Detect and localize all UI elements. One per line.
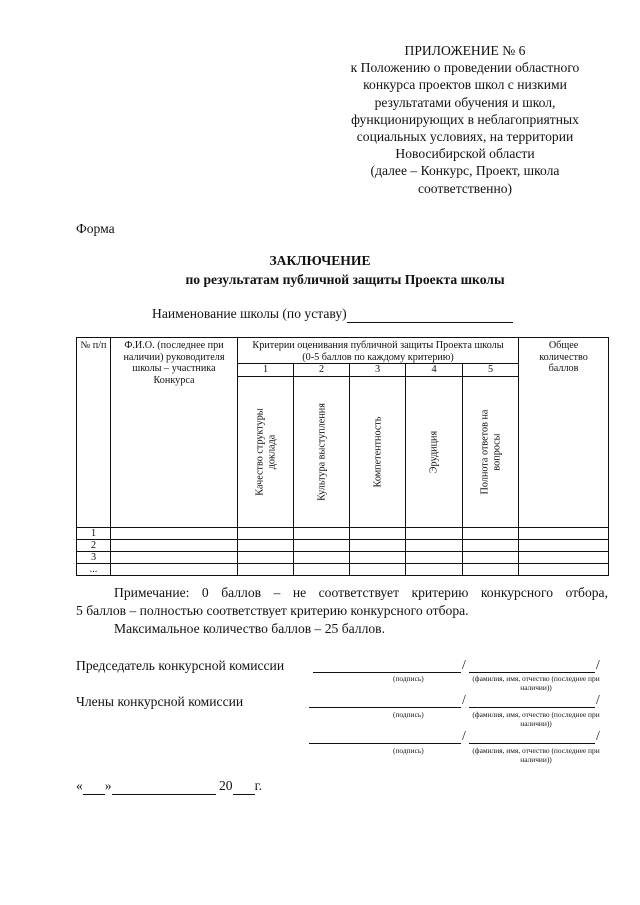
document-subtitle: по результатам публичной защиты Проекта школы bbox=[185, 272, 505, 287]
signature-caption: (подпись) bbox=[393, 674, 424, 683]
school-name-field[interactable] bbox=[152, 306, 513, 323]
chairman-label: Председатель конкурсной комиссии bbox=[76, 658, 285, 673]
appendix-header bbox=[320, 42, 610, 197]
score-cell[interactable] bbox=[463, 563, 519, 575]
fio-cell[interactable] bbox=[111, 563, 238, 575]
name-caption: (фамилия, имя, отчество (последнее при наличии)) bbox=[472, 710, 600, 728]
criterion-name-cell bbox=[463, 376, 519, 527]
table-row bbox=[77, 527, 609, 539]
score-cell[interactable] bbox=[238, 551, 294, 563]
name-caption: (фамилия, имя, отчество (последнее при наличии)) bbox=[472, 746, 600, 764]
slash-divider: / bbox=[596, 692, 600, 707]
criterion-name: Компетентность bbox=[371, 416, 383, 487]
score-cell[interactable] bbox=[294, 527, 350, 539]
criterion-name-cell bbox=[406, 376, 463, 527]
criterion-number: 1 bbox=[238, 364, 294, 377]
score-cell[interactable] bbox=[463, 539, 519, 551]
table-row bbox=[77, 539, 609, 551]
appendix-line: функционирующих в неблагоприятных bbox=[351, 111, 579, 127]
signature-caption: (подпись) bbox=[393, 710, 424, 719]
note-line: Примечание: 0 баллов – не соответствует критерию конкурсного отбора, bbox=[114, 585, 608, 600]
member-name-line[interactable] bbox=[469, 743, 595, 744]
score-cell[interactable] bbox=[463, 551, 519, 563]
criterion-name: Культура выступления bbox=[315, 402, 327, 501]
criterion-name-cell bbox=[238, 376, 294, 527]
members-label: Члены конкурсной комиссии bbox=[76, 694, 244, 709]
criterion-name: Полнота ответов на вопросы bbox=[479, 409, 502, 494]
score-cell[interactable] bbox=[350, 563, 406, 575]
appendix-line: конкурса проектов школ с низкими bbox=[363, 77, 567, 93]
school-name-label: Наименование школы (по уставу) bbox=[152, 306, 347, 321]
criterion-number: 5 bbox=[463, 364, 519, 377]
score-cell[interactable] bbox=[406, 563, 463, 575]
criterion-name-cell bbox=[294, 376, 350, 527]
appendix-line: к Положению о проведении областного bbox=[350, 60, 580, 76]
date-field bbox=[76, 778, 262, 795]
school-name-blank[interactable] bbox=[347, 306, 513, 323]
slash-divider: / bbox=[462, 657, 466, 672]
row-number: 3 bbox=[77, 551, 111, 563]
appendix-line: ПРИЛОЖЕНИЕ № 6 bbox=[404, 43, 526, 58]
fio-cell[interactable] bbox=[111, 551, 238, 563]
note-line: Максимальное количество баллов – 25 баллов. bbox=[114, 621, 385, 636]
score-cell[interactable] bbox=[294, 563, 350, 575]
year-blank[interactable] bbox=[233, 778, 255, 795]
slash-divider: / bbox=[462, 728, 466, 743]
criterion-name-cell bbox=[350, 376, 406, 527]
appendix-line: (далее – Конкурс, Проект, школа bbox=[370, 163, 560, 179]
chairman-name-line[interactable] bbox=[469, 672, 595, 673]
table-row bbox=[77, 551, 609, 563]
score-cell[interactable] bbox=[406, 539, 463, 551]
score-cell[interactable] bbox=[238, 539, 294, 551]
member-signature-line[interactable] bbox=[309, 707, 461, 708]
quote-open: « bbox=[76, 778, 83, 793]
document-title: ЗАКЛЮЧЕНИЕ bbox=[269, 253, 371, 268]
day-blank[interactable] bbox=[83, 778, 105, 795]
col-header-fio: Ф.И.О. (последнее при наличии) руководителя школы – участника Конкурса bbox=[111, 338, 238, 528]
note-line: 5 баллов – полностью соответствует критерию конкурсного отбора. bbox=[76, 603, 469, 618]
row-number: ... bbox=[77, 563, 111, 575]
col-header-number: № п/п bbox=[77, 338, 111, 528]
score-cell[interactable] bbox=[238, 563, 294, 575]
score-cell[interactable] bbox=[406, 527, 463, 539]
criterion-number: 4 bbox=[406, 364, 463, 377]
criterion-name: Качество структуры доклада bbox=[254, 407, 277, 496]
criterion-number: 3 bbox=[350, 364, 406, 377]
quote-close: » bbox=[104, 778, 112, 793]
score-cell[interactable] bbox=[294, 551, 350, 563]
total-cell[interactable] bbox=[519, 551, 609, 563]
col-header-criteria: Критерии оценивания публичной защиты Проекта школы (0-5 баллов по каждому критерию) bbox=[238, 338, 519, 364]
fio-cell[interactable] bbox=[111, 527, 238, 539]
evaluation-table bbox=[76, 337, 609, 576]
score-cell[interactable] bbox=[350, 527, 406, 539]
slash-divider: / bbox=[596, 657, 600, 672]
chairman-signature-line[interactable] bbox=[313, 672, 461, 673]
appendix-line: результатами обучения и школ, bbox=[374, 94, 556, 110]
year-prefix: 20 bbox=[219, 778, 233, 793]
score-cell[interactable] bbox=[406, 551, 463, 563]
appendix-line: соответственно) bbox=[417, 180, 513, 196]
score-cell[interactable] bbox=[350, 551, 406, 563]
member-name-line[interactable] bbox=[469, 707, 595, 708]
total-cell[interactable] bbox=[519, 563, 609, 575]
row-number: 1 bbox=[77, 527, 111, 539]
col-header-total: Общее количество баллов bbox=[519, 338, 609, 528]
month-blank[interactable] bbox=[112, 778, 216, 795]
slash-divider: / bbox=[462, 692, 466, 707]
score-cell[interactable] bbox=[350, 539, 406, 551]
year-suffix: г. bbox=[254, 778, 263, 793]
signature-caption: (подпись) bbox=[393, 746, 424, 755]
slash-divider: / bbox=[596, 728, 600, 743]
criterion-name: Эрудиция bbox=[428, 430, 440, 473]
appendix-line: Новосибирской области bbox=[395, 146, 535, 162]
note-block bbox=[76, 584, 608, 638]
score-cell[interactable] bbox=[238, 527, 294, 539]
form-label: Форма bbox=[76, 221, 115, 236]
total-cell[interactable] bbox=[519, 527, 609, 539]
table-row bbox=[77, 563, 609, 575]
name-caption: (фамилия, имя, отчество (последнее при наличии)) bbox=[472, 674, 600, 692]
member-signature-line[interactable] bbox=[309, 743, 461, 744]
total-cell[interactable] bbox=[519, 539, 609, 551]
appendix-line: социальных условиях, на территории bbox=[356, 129, 574, 145]
criterion-number: 2 bbox=[294, 364, 350, 377]
row-number: 2 bbox=[77, 539, 111, 551]
score-cell[interactable] bbox=[294, 539, 350, 551]
fio-cell[interactable] bbox=[111, 539, 238, 551]
score-cell[interactable] bbox=[463, 527, 519, 539]
